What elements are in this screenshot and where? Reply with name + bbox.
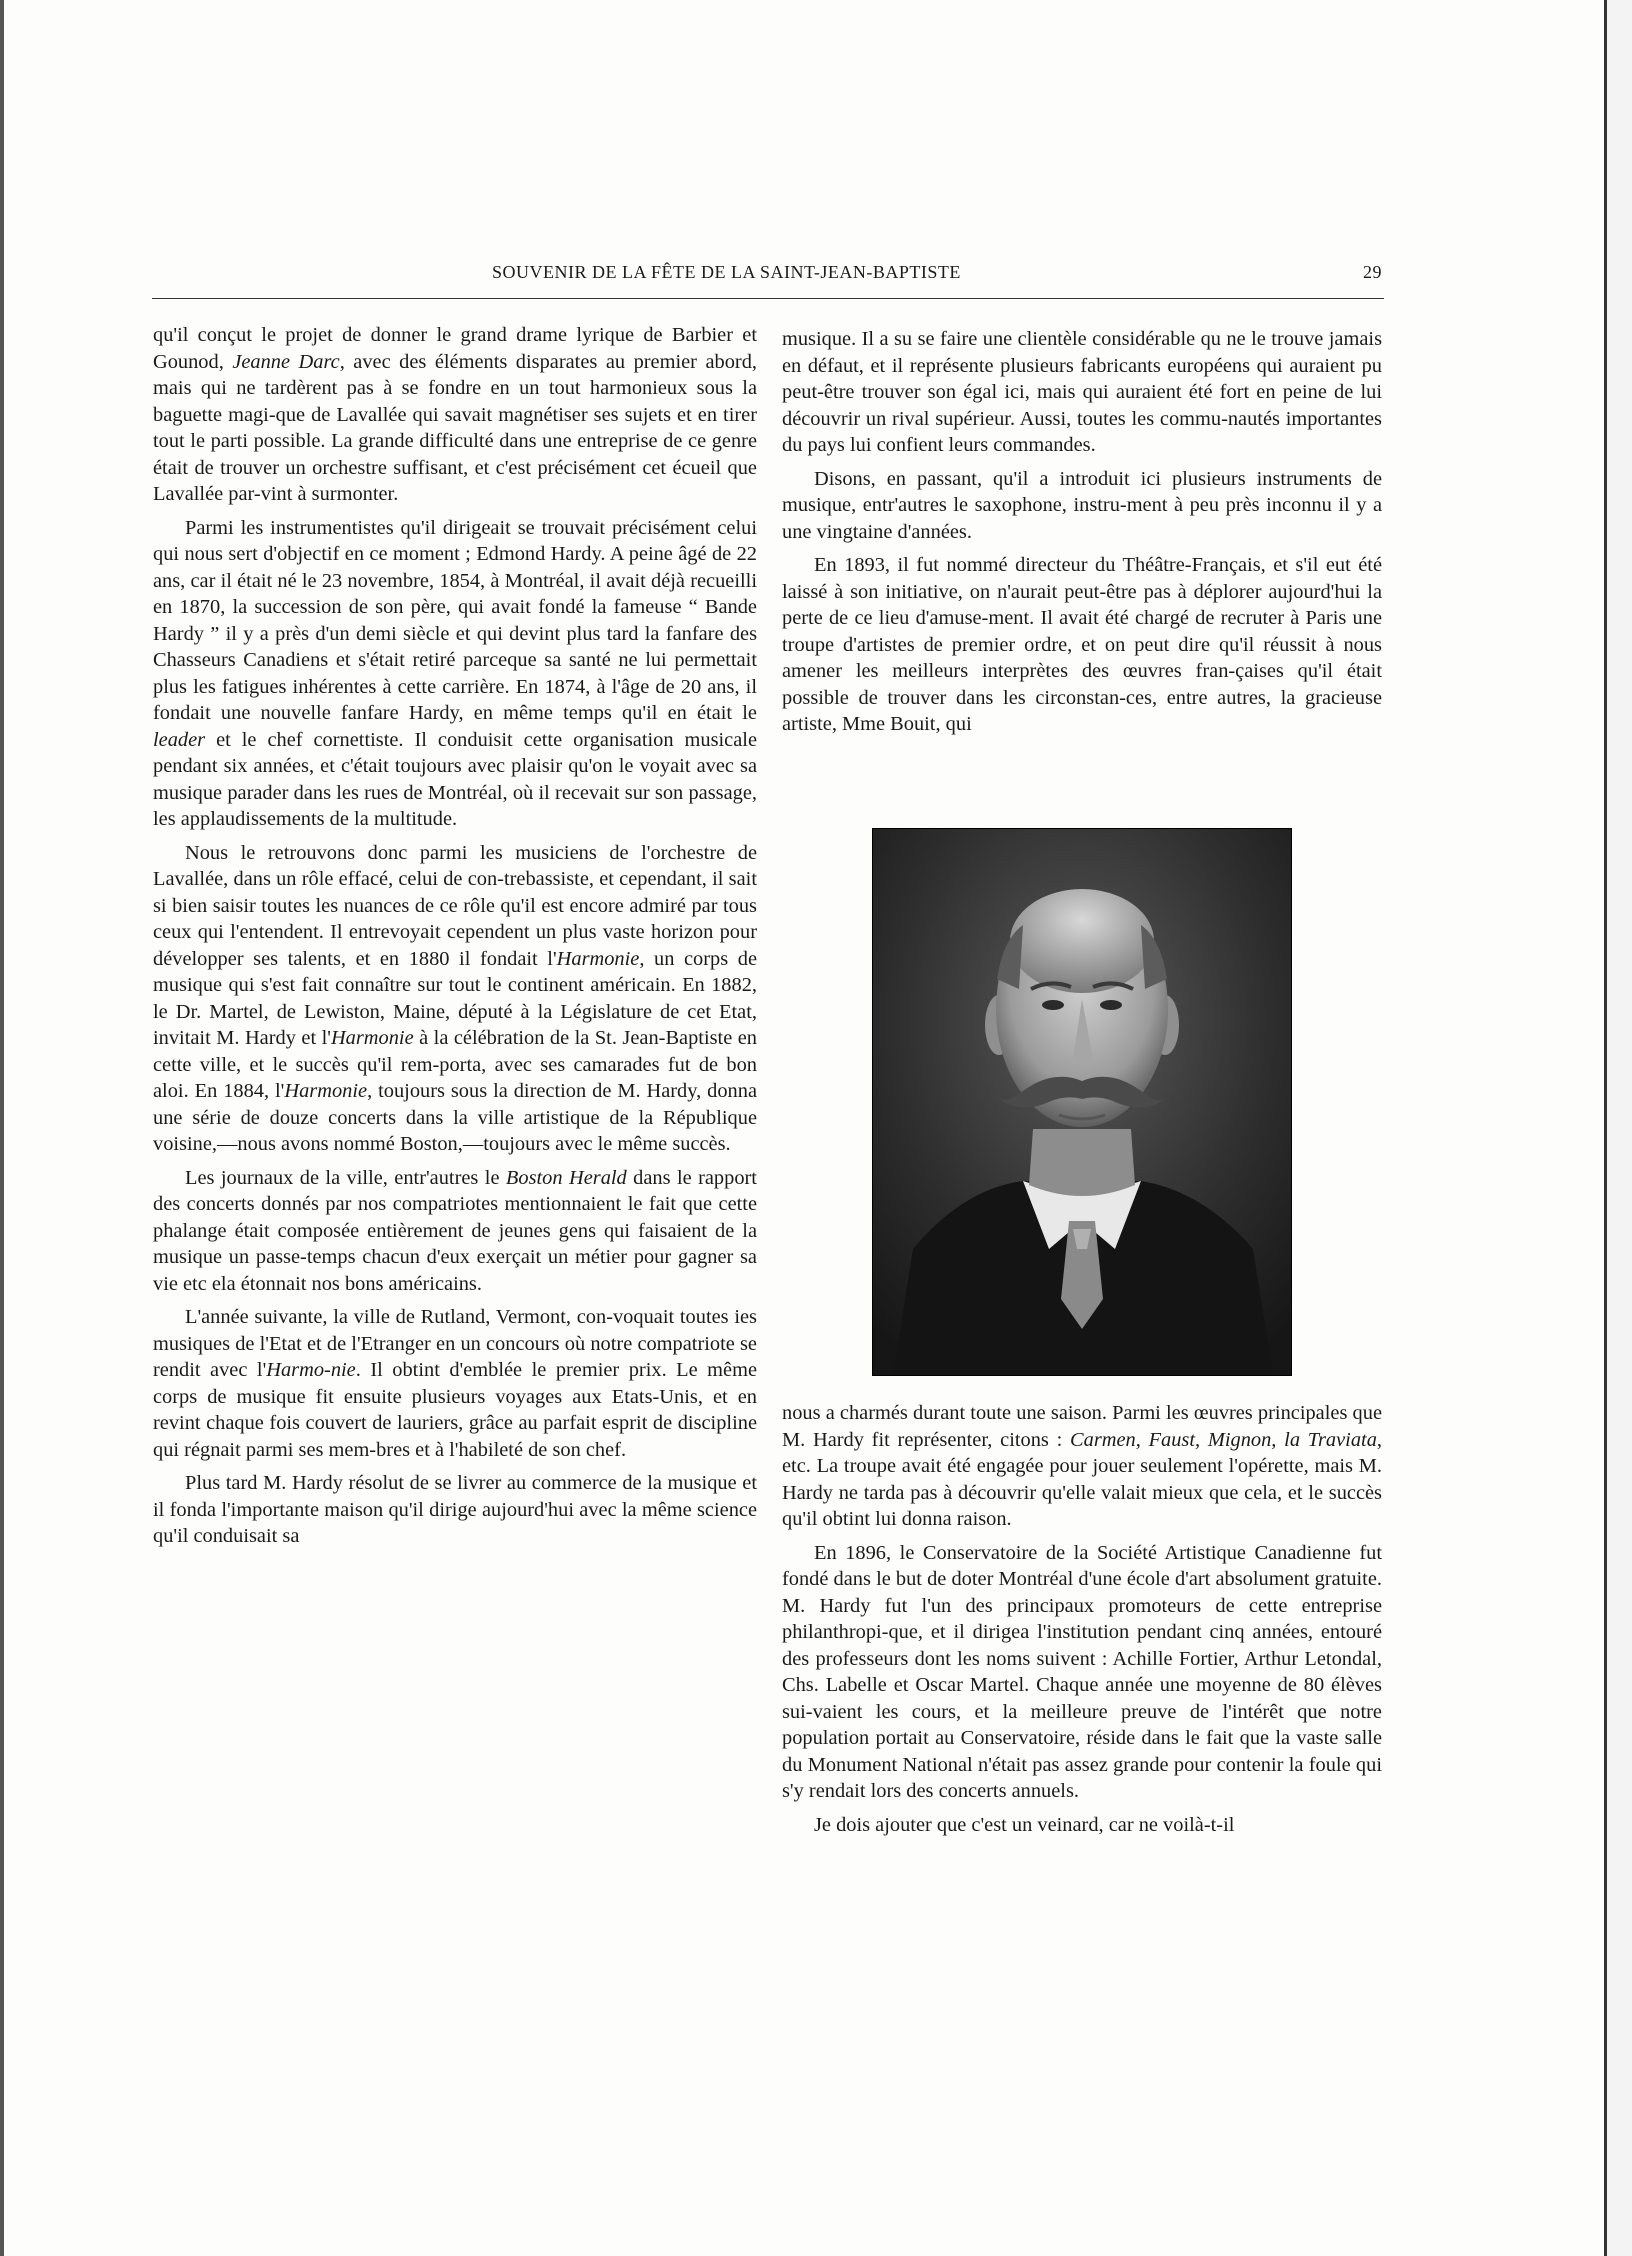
paragraph — [153, 840, 757, 1158]
text-run: , etc. La troupe avait été engagée pour jouer seulement l'opérette, mais M. Hardy ne tarda pas à découvrir qu'elle valait mieux que cela, et le succès qu'il obtint lui donna raison. — [782, 1428, 1382, 1530]
portrait-image — [873, 829, 1291, 1375]
text-run: qu'il conçut le projet de donner le grand drame lyrique de Barbier et Gounod, — [153, 324, 757, 373]
italic-text: Jeanne Darc — [232, 350, 340, 373]
text-run: à la célébration de la St. Jean-Baptiste en cette ville, et le succès qu'il rem-porta, avec ses camarades fut de bon aloi. En 1884, l' — [153, 1027, 757, 1102]
paragraph — [153, 1470, 757, 1550]
text-run: , un corps de musique qui s'est fait connaître sur tout le continent américain. En 1882, le Dr. Martel, de Lewiston, Maine, député à la Législature de cet Etat, invitait M. Hardy et l' — [153, 947, 758, 1049]
italic-text: Boston Herald — [505, 1166, 627, 1189]
text-run: , avec des éléments disparates au premier abord, mais qui ne tardèrent pas à se fondre en un tout harmonieux sous la baguette magi-que de Lavallée qui savait magnétiser ses sujets et en tirer tout le parti possible. La grande difficulté dans une entreprise de ce genre était de trouver un orchestre suffisant, et c'est précisément cet écueil que Lavallée par-vint à surmonter. — [153, 350, 757, 505]
page-left-edge — [0, 0, 4, 2256]
paragraph — [153, 1165, 757, 1298]
text-run: En 1896, le Conservatoire de la Société Artistique Canadienne fut fondé dans le but de doter Montréal d'une école d'art absolument gratuite. M. Hardy fut l'un des principaux promoteurs de cette entreprise philanthropi-que, et il dirigea l'institution pendant cinq années, entouré des professeurs dont les noms suivent : Achille Fortier, Arthur Letondal, Chs. Labelle et Oscar Martel. Chaque année une moyenne de 80 élèves sui-vaient les cours, et la meilleure preuve de l'intérêt que notre population portait au Conservatoire, réside dans le fait que la vaste salle du Monument National n'était pas assez grande pour contenir la foule qui s'y rendait lors des concerts annuels. — [782, 1541, 1382, 1802]
paragraph — [782, 1812, 1382, 1839]
text-run: , toujours sous la direction de M. Hardy, donna une série de douze concerts dans la ville artistique de la République voisine,—nous avons nommé Boston,—toujours avec le même succès. — [153, 1080, 757, 1155]
right-column-top — [782, 326, 1382, 745]
text-run: . Il obtint d'emblée le premier prix. Le même corps de musique fit ensuite plusieurs voyages aux Etats-Unis, et en revint chaque fois couvert de lauriers, grâce au parfait esprit de discipline qui régnait parmi ses mem-bres et à l'habileté de son chef. — [153, 1359, 757, 1461]
italic-text: Harmonie — [556, 947, 640, 970]
paragraph — [153, 515, 757, 833]
paragraph — [782, 466, 1382, 546]
left-column — [153, 322, 757, 1557]
italic-text: Harmonie — [284, 1080, 368, 1102]
italic-text: leader — [153, 728, 206, 751]
text-run: Disons, en passant, qu'il a introduit ici plusieurs instruments de musique, entr'autres le saxophone, instru-ment à peu près inconnu il y a une vingtaine d'années. — [782, 467, 1382, 543]
paragraph — [782, 552, 1382, 738]
paragraph — [153, 1304, 757, 1463]
paragraph — [153, 322, 757, 508]
paragraph — [782, 1400, 1382, 1533]
text-run: Je dois ajouter que c'est un veinard, car ne voilà-t-il — [814, 1813, 1235, 1836]
italic-text: Carmen, Faust, Mignon, la Traviata — [1070, 1428, 1377, 1451]
right-column-bottom — [782, 1400, 1382, 1845]
running-header — [152, 262, 1382, 292]
scan-margin — [1607, 0, 1632, 2256]
text-run: Plus tard M. Hardy résolut de se livrer au commerce de la musique et il fonda l'importante maison qu'il dirige aujourd'hui avec la même science qu'il conduisait sa — [153, 1472, 757, 1547]
text-run: L'année suivante, la ville de Rutland, Vermont, con-voquait toutes ies musiques de l'Etat et de l'Etranger en un concours où notre compatriote se rendit avec l' — [153, 1306, 757, 1381]
paragraph — [782, 326, 1382, 459]
running-title: SOUVENIR DE LA FÊTE DE LA SAINT-JEAN-BAPTISTE — [492, 262, 961, 282]
text-run: En 1893, il fut nommé directeur du Théâtre-Français, et s'il eut été laissé à son initiative, on n'aurait peut-être pas à déplorer aujourd'hui la perte de ce lieu d'amuse-ment. Il avait été chargé de recruter à Paris une troupe d'artistes de premier ordre, et on peut dire qu'il réussit à nous amener les meilleurs interprètes des œuvres fran-çaises qu'il était possible de trouver dans les circonstan-ces, entre autres, la gracieuse artiste, Mme Bouit, qui — [782, 554, 1382, 735]
text-run: et le chef cornettiste. Il conduisit cette organisation musicale pendant six années, et c'était toujours avec plaisir qu'on le voyait avec sa musique parader dans les rues de Montréal, où il recevait sur son passage, les applaudissements de la multitude. — [153, 728, 757, 830]
portrait-photo — [872, 828, 1292, 1376]
paragraph — [782, 1540, 1382, 1805]
page-number: 29 — [1363, 262, 1382, 282]
header-rule — [152, 298, 1384, 299]
text-run: musique. Il a su se faire une clientèle considérable qu ne le trouve jamais en défaut, et il représente plusieurs fabricants européens qui auraient pu peut-être trouver son égal ici, mais qui auraient été fort en peine de lui découvrir un rival supérieur. Aussi, toutes les commu-nautés importantes du pays lui confient leurs commandes. — [782, 328, 1382, 456]
text-run: Nous le retrouvons donc parmi les musiciens de l'orchestre de Lavallée, dans un rôle effacé, celui de con-trebassiste, et cependant, il sait si bien saisir toutes les nuances de ce rôle qu'il est encore admiré par tous ceux qui l'entendent. Il entrevoyait cependent un plus vaste horizon pour développer ses talents, et en 1880 il fondait l' — [153, 841, 757, 970]
text-run: Les journaux de la ville, entr'autres le — [185, 1166, 506, 1189]
italic-text: Harmo-nie — [266, 1359, 356, 1381]
text-run: nous a charmés durant toute une saison. Parmi les œuvres principales que M. Hardy fit représenter, citons : — [782, 1402, 1382, 1451]
text-run: dans le rapport des concerts donnés par nos compatriotes mentionnaient le fait que cette phalange était composée entièrement de jeunes gens qui faisaient de la musique un passe-temps chacun d'eux exerçait un métier pour gagner sa vie etc ela étonnait nos bons américains. — [153, 1166, 757, 1295]
italic-text: Harmonie — [330, 1027, 414, 1049]
text-run: Parmi les instrumentistes qu'il dirigeait se trouvait précisément celui qui nous sert d'objectif en ce moment ; Edmond Hardy. A peine âgé de 22 ans, car il était né le 23 novembre, 1854, à Montréal, il avait déjà recueilli en 1870, la succession de son père, qui avait fondé la fameuse “ Bande Hardy ” il y a près d'un demi siècle et qui devint plus tard la fanfare des Chasseurs Canadiens et s'était retiré parceque sa santé ne lui permettait plus les fatigues inhérentes à cette carrière. En 1874, à l'âge de 20 ans, il fondait une nouvelle fanfare Hardy, en même temps qu'il en était le — [153, 516, 757, 724]
